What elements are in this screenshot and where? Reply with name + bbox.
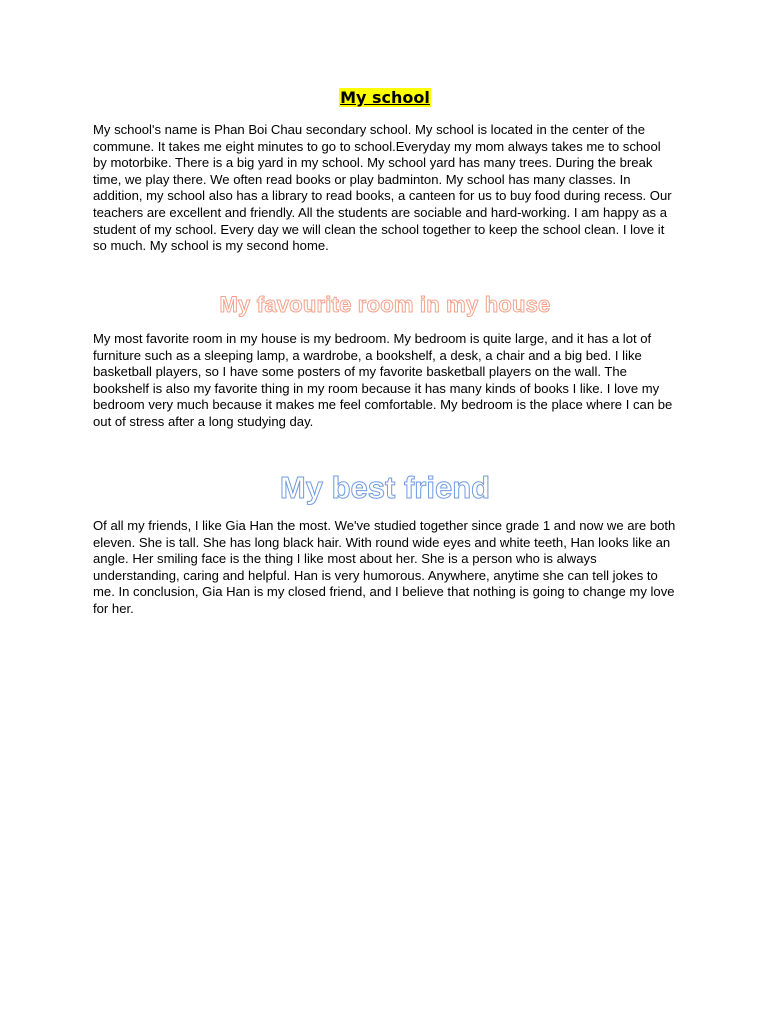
paragraph-best-friend: Of all my friends, I like Gia Han the most. We've studied together since grade 1 and now we are both eleven. She is tall. She has long black hair. With round wide eyes and white teeth, Han looks like an angle. Her smiling face is the thing I like most about her. She is a person who is always understanding, caring and helpful. Han is very humorous. Anywhere, anytime she can tell jokes to me. In conclusion, Gia Han is my closed friend, and I believe that nothing is going to change my love for her.	[93, 518, 676, 616]
paragraph-my-school: My school's name is Phan Boi Chau secondary school. My school is located in the center of the commune. It takes me eight minutes to go to school.Everyday my mom always takes me to school by motorbike. There is a big yard in my school. My school yard has many trees. During the break time, we play there. We often read books or play badminton. My school has many classes. In addition, my school also has a library to read books, a canteen for us to buy food during recess. Our teachers are excellent and friendly. All the students are sociable and hard-working. I am happy as a student of my school. Every day we will clean the school together to keep the school clean. I love it so much. My school is my second home.	[93, 122, 672, 254]
paragraph-favourite-room: My most favorite room in my house is my bedroom. My bedroom is quite large, and it has a lot of furniture such as a sleeping lamp, a wardrobe, a bookshelf, a desk, a chair and a big bed. I like basketball players, so I have some posters of my favorite basketball players on the wall. The bookshelf is also my favorite thing in my room because it has many kinds of books I like. I love my bedroom very much because it makes me feel comfortable. My bedroom is the place where I can be out of stress after a long studying day.	[93, 331, 673, 429]
heading-my-school	[93, 88, 677, 108]
heading-favourite-room: My favourite room in my house	[219, 292, 551, 317]
heading-best-friend: My best friend	[279, 470, 491, 505]
heading-my-school-text: My school	[340, 88, 430, 107]
